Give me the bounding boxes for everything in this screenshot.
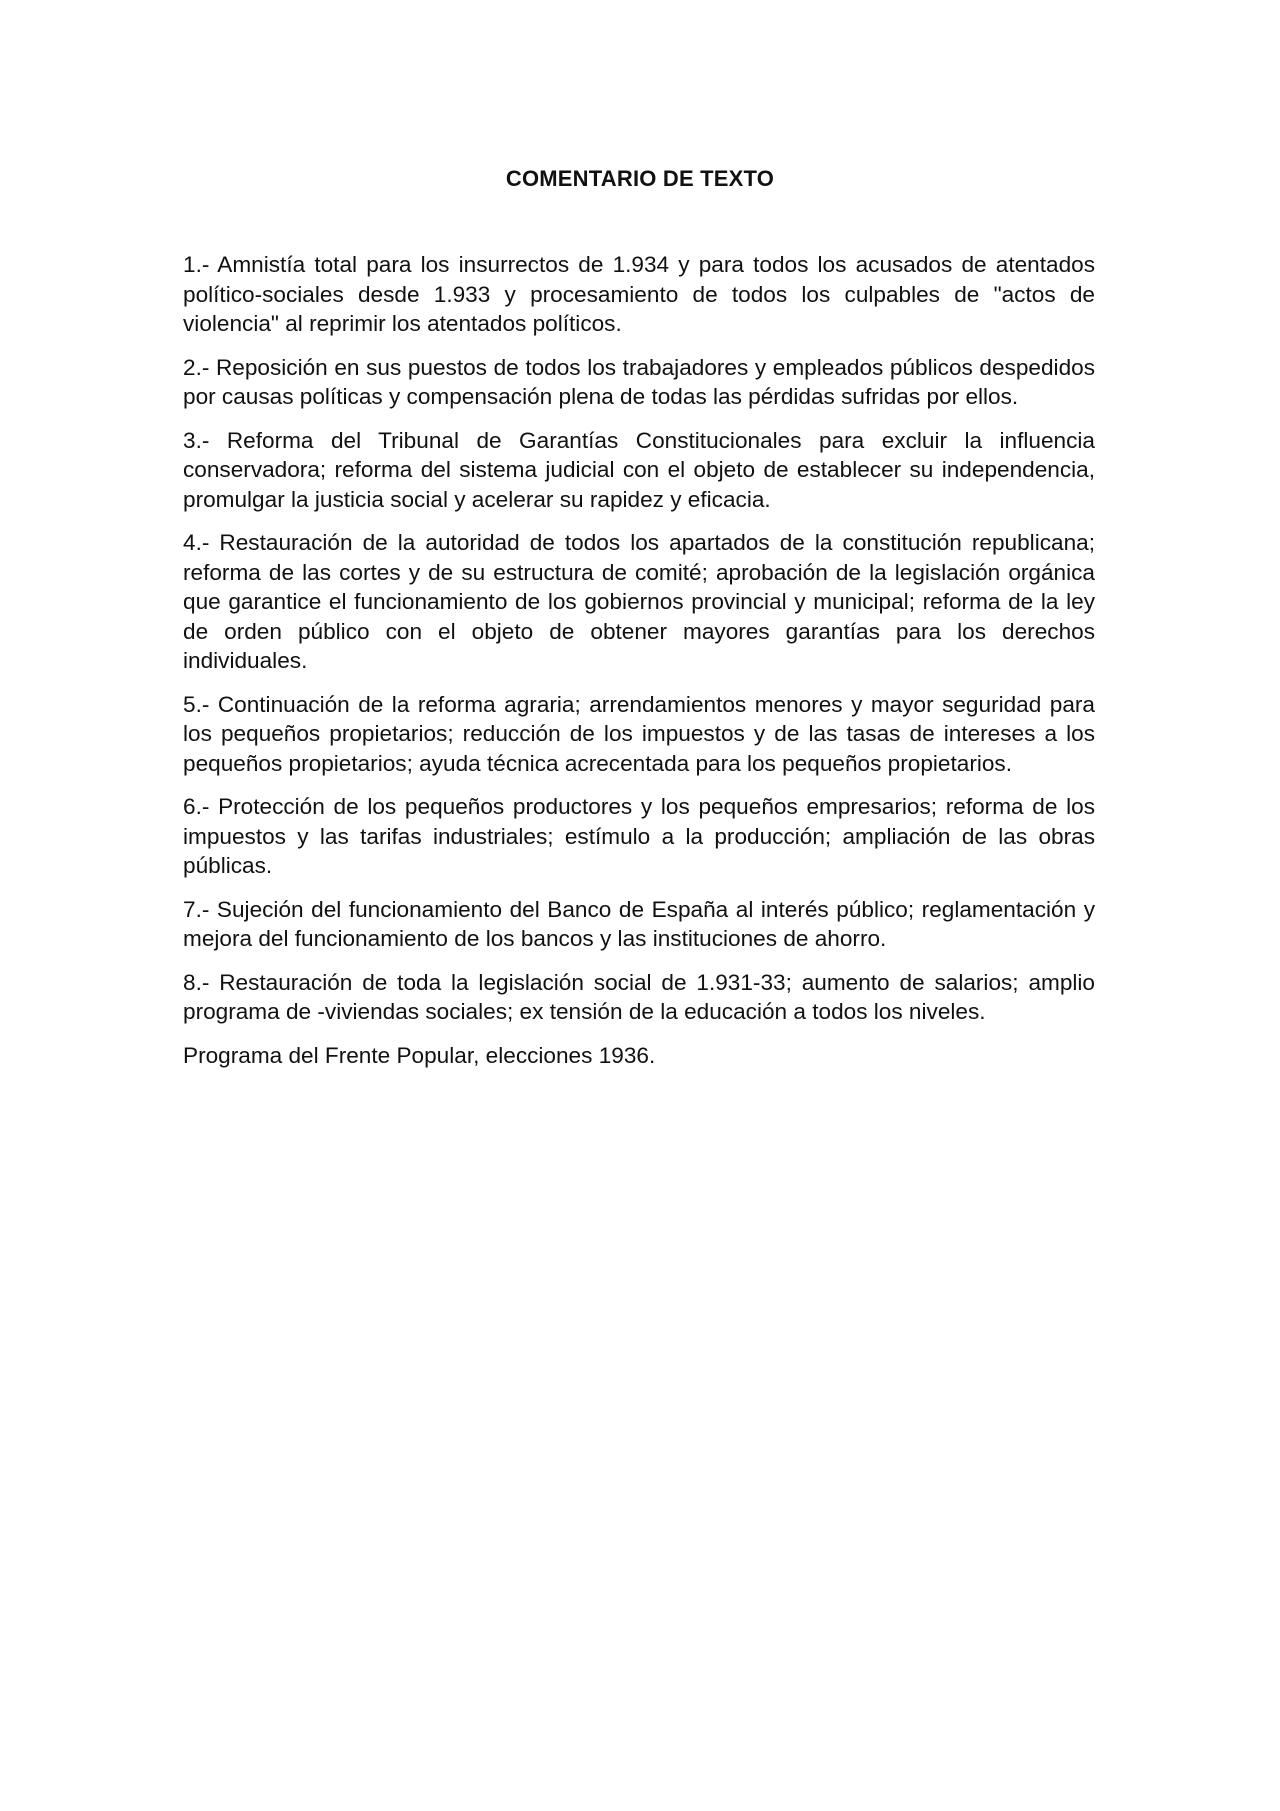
paragraph-4: 4.- Restauración de la autoridad de todos los apartados de la constitución republicana; reforma de las cortes y de su estructura de comité; aprobación de la legislación orgánica que garantice el funcionamiento de los gobiernos provincial y municipal; reforma de la ley de orden público con el objeto de obtener mayores garantías para los derechos individuales.: [183, 530, 1095, 673]
paragraph-1: 1.- Amnistía total para los insurrectos de 1.934 y para todos los acusados de atentados político-sociales desde 1.933 y procesamiento de todos los culpables de "actos de violencia" al reprimir los atentados políticos.: [183, 252, 1095, 336]
paragraph-3: 3.- Reforma del Tribunal de Garantías Constitucionales para excluir la influencia conservadora; reforma del sistema judicial con el objeto de establecer su independencia, promulgar la justicia social y acelerar su rapidez y eficacia.: [183, 427, 1095, 512]
paragraph-7: 7.- Sujeción del funcionamiento del Banco de España al interés público; reglamentación y mejora del funcionamiento de los bancos y las instituciones de ahorro.: [183, 896, 1095, 951]
document-title: COMENTARIO DE TEXTO: [505, 166, 775, 191]
paragraph-2: 2.- Reposición en sus puestos de todos los trabajadores y empleados públicos despedidos por causas políticas y compensación plena de todas las pérdidas sufridas por ellos.: [183, 354, 1095, 409]
paragraph-6: 6.- Protección de los pequeños productores y los pequeños empresarios; reforma de los impuestos y las tarifas industriales; estímulo a la producción; ampliación de las obras públicas.: [183, 794, 1095, 878]
source-citation: Programa del Frente Popular, elecciones 1936.: [183, 1042, 656, 1068]
paragraph-8: 8.- Restauración de toda la legislación social de 1.931-33; aumento de salarios; amplio programa de -viviendas sociales; ex tensión de la educación a todos los niveles.: [183, 969, 1095, 1024]
document-body: [183, 250, 1095, 1070]
paragraph-5: 5.- Continuación de la reforma agraria; arrendamientos menores y mayor seguridad para los pequeños propietarios; reducción de los impuestos y de las tasas de intereses a los pequeños propietarios; ayuda técnica acrecentada para los pequeños propietarios.: [183, 691, 1095, 776]
